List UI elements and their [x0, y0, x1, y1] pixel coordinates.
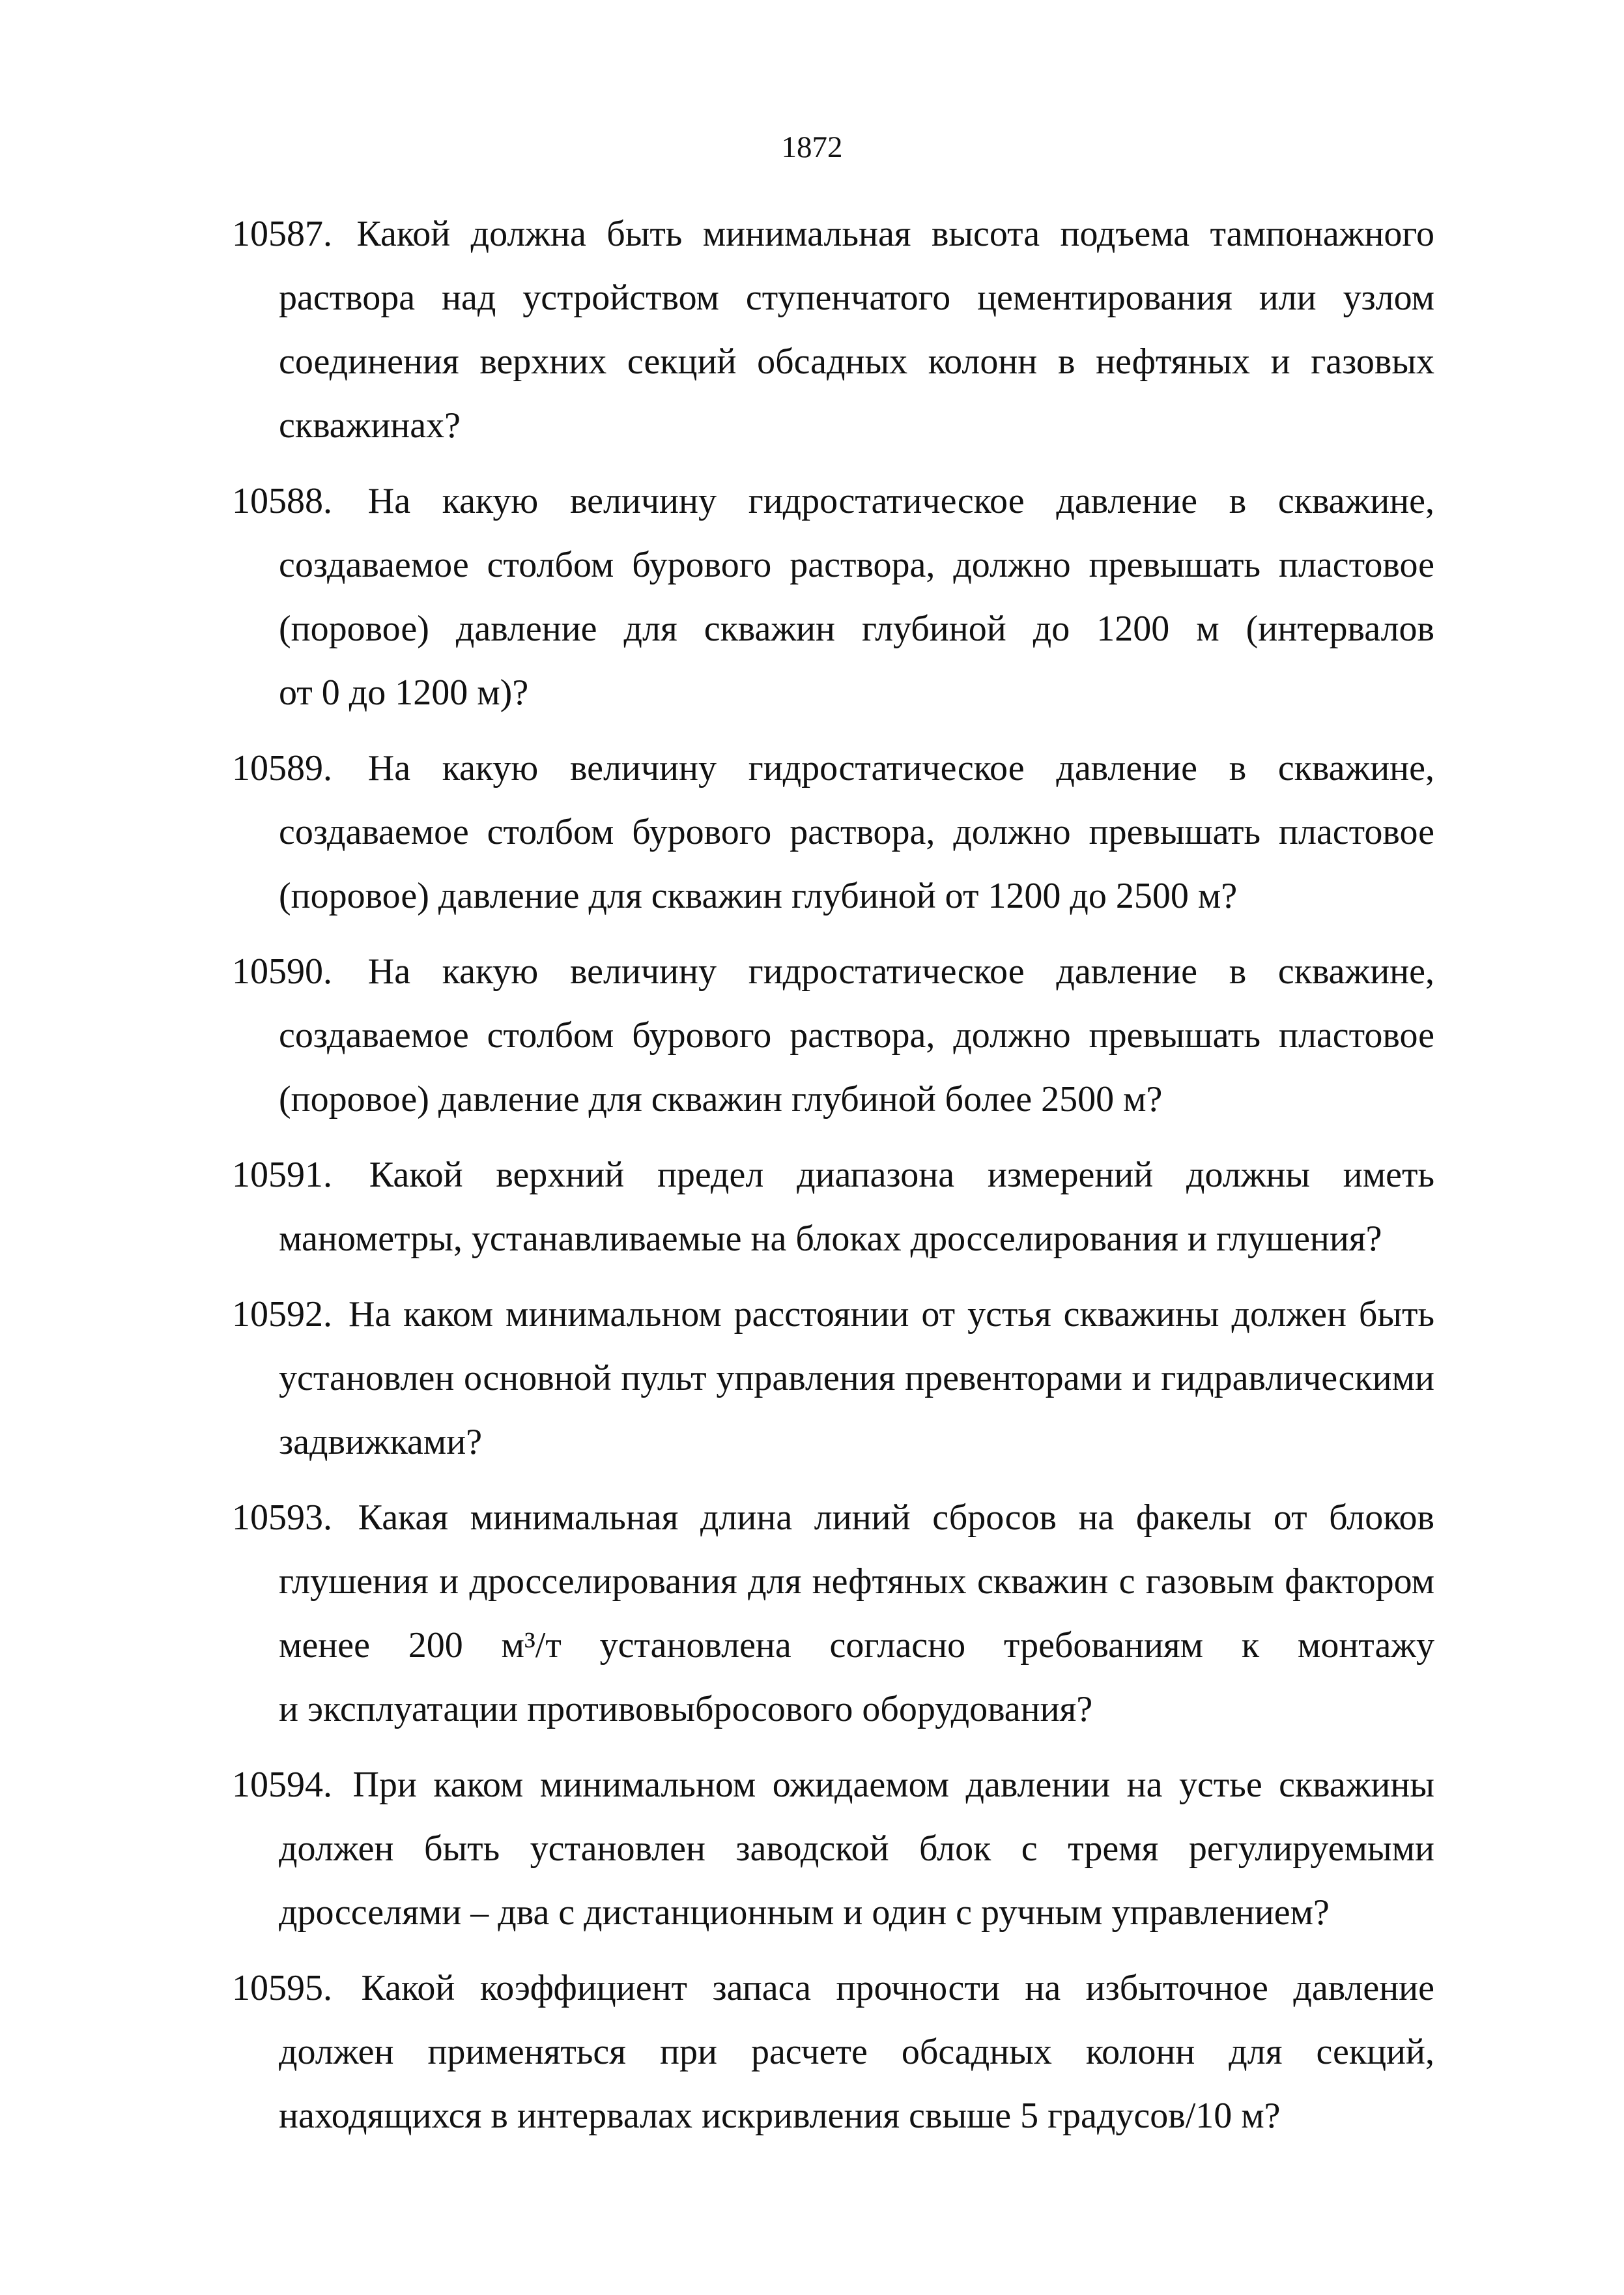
question-line: менее 200 м³/т установлена согласно требованиям к монтажу: [279, 1625, 1434, 1666]
question-list: [232, 202, 1434, 2159]
question-line: 10590. На какую величину гидростатическое давление в скважине,: [232, 951, 1435, 992]
question-line: 10591. Какой верхний предел диапазона измерений должны иметь: [232, 1155, 1435, 1195]
question-line: 10587. Какой должна быть минимальная высота подъема тампонажного: [232, 214, 1435, 254]
question-line: соединения верхних секций обсадных колонн в нефтяных и газовых: [279, 341, 1434, 382]
question-line: задвижками?: [279, 1422, 483, 1462]
question-line: создаваемое столбом бурового раствора, должно превышать пластовое: [279, 545, 1434, 585]
question-line: скважинах?: [279, 405, 461, 446]
question-line: и эксплуатации противовыбросового оборудования?: [279, 1689, 1093, 1729]
question-number: 10589.: [232, 748, 332, 788]
question-number: 10590.: [232, 951, 332, 992]
question-line: создаваемое столбом бурового раствора, должно превышать пластовое: [279, 812, 1434, 852]
question-line: (поровое) давление для скважин глубиной до 1200 м (интервалов: [279, 609, 1434, 649]
question-number: 10592.: [232, 1294, 332, 1335]
question-line: установлен основной пульт управления превенторами и гидравлическими: [279, 1358, 1434, 1398]
question-line: 10589. На какую величину гидростатическое давление в скважине,: [232, 748, 1435, 788]
question-number: 10595.: [232, 1968, 332, 2008]
question-line: находящихся в интервалах искривления свыше 5 градусов/10 м?: [279, 2096, 1281, 2136]
question-item: [232, 1956, 1434, 2148]
question-line: от 0 до 1200 м)?: [279, 672, 529, 713]
question-number: 10593.: [232, 1497, 332, 1538]
question-line: 10593. Какая минимальная длина линий сбросов на факелы от блоков: [232, 1497, 1435, 1538]
question-line: раствора над устройством ступенчатого цементирования или узлом: [279, 278, 1434, 318]
question-line: (поровое) давление для скважин глубиной от 1200 до 2500 м?: [279, 876, 1238, 916]
question-number: 10588.: [232, 481, 332, 521]
question-number: 10587.: [232, 214, 332, 254]
question-item: [232, 1753, 1434, 1944]
question-line: 10588. На какую величину гидростатическое давление в скважине,: [232, 481, 1435, 521]
question-number: 10591.: [232, 1155, 332, 1195]
page-number: 1872: [781, 130, 843, 164]
question-line: должен быть установлен заводской блок с тремя регулируемыми: [279, 1828, 1434, 1869]
question-line: создаваемое столбом бурового раствора, должно превышать пластовое: [279, 1015, 1434, 1056]
question-item: [232, 736, 1434, 928]
question-line: должен применяться при расчете обсадных колонн для секций,: [279, 2032, 1434, 2072]
question-item: [232, 940, 1434, 1131]
question-item: [232, 202, 1434, 457]
question-line: 10592. На каком минимальном расстоянии от устья скважины должен быть: [232, 1294, 1434, 1335]
question-line: (поровое) давление для скважин глубиной более 2500 м?: [279, 1079, 1163, 1119]
question-line: 10595. Какой коэффициент запаса прочности на избыточное давление: [232, 1968, 1435, 2008]
question-line: глушения и дросселирования для нефтяных скважин с газовым фактором: [279, 1561, 1434, 1602]
question-line: манометры, устанавливаемые на блоках дросселирования и глушения?: [279, 1219, 1382, 1259]
question-number: 10594.: [232, 1765, 332, 1805]
question-item: [232, 469, 1434, 725]
question-item: [232, 1143, 1434, 1271]
question-item: [232, 1486, 1434, 1741]
question-item: [232, 1282, 1434, 1474]
question-line: 10594. При каком минимальном ожидаемом давлении на устье скважины: [232, 1765, 1434, 1805]
question-line: дросселями – два с дистанционным и один с ручным управлением?: [279, 1892, 1330, 1933]
